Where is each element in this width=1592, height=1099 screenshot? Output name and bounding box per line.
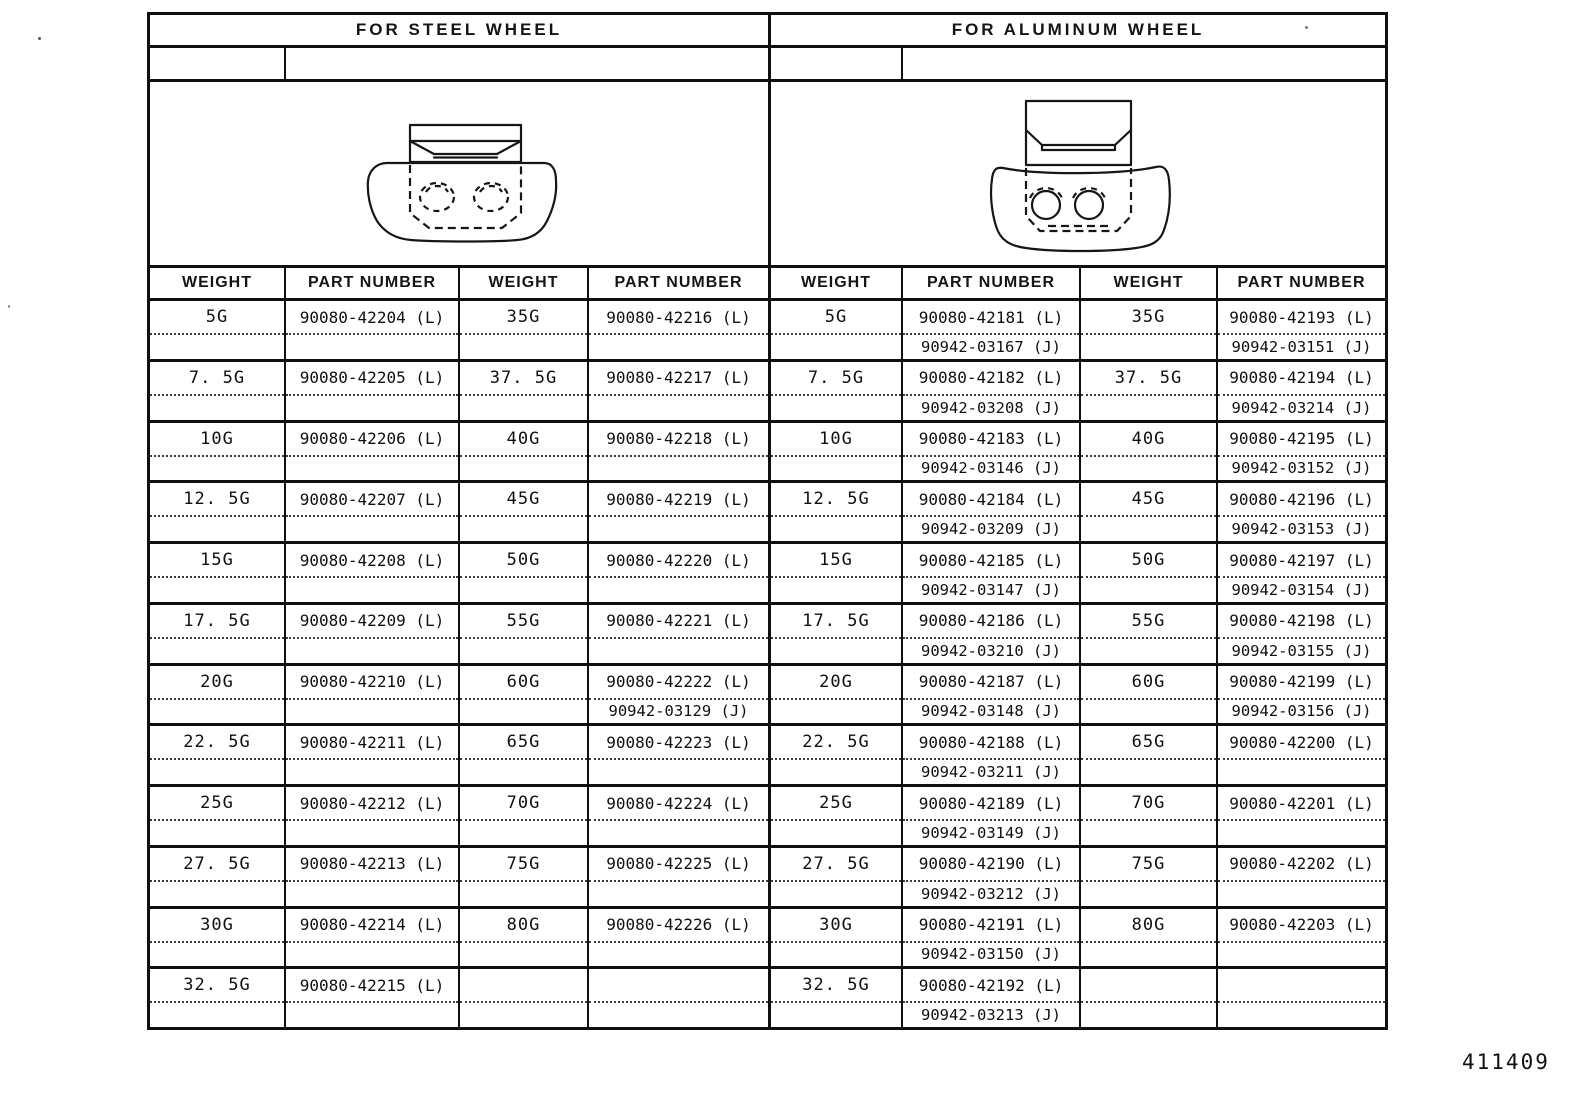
part-number-cell (903, 423, 1081, 481)
part-number-j (589, 760, 768, 784)
weight-value: 30G (150, 909, 284, 943)
weight-cell (460, 909, 589, 967)
steel-weight-diagram-icon (339, 93, 579, 255)
part-number-l: 90080-42185 (L) (903, 544, 1079, 578)
weight-value: 70G (460, 787, 587, 821)
part-number-cell (286, 969, 460, 1027)
part-number-cell (286, 909, 460, 967)
part-number-j: 90942-03129 (J) (608, 702, 749, 721)
weight-cell (771, 483, 903, 541)
parts-table (147, 12, 1388, 1030)
table-row (150, 362, 1385, 423)
part-number-j (589, 1003, 768, 1027)
part-number-l: 90080-42196 (L) (1218, 483, 1385, 517)
weight-value: 5G (771, 301, 901, 335)
part-number-header: PART NUMBER (286, 268, 460, 298)
weight-cell (150, 605, 286, 663)
part-number-cell (1218, 544, 1385, 602)
part-number-j: 90942-03208 (J) (921, 398, 1061, 417)
part-number-l: 90080-42188 (L) (903, 726, 1079, 760)
weight-value (460, 969, 587, 1003)
part-number-l: 90080-42197 (L) (1218, 544, 1385, 578)
weight-cell (460, 666, 589, 724)
part-number-cell (286, 423, 460, 481)
table-row (150, 969, 1385, 1027)
weight-cell (460, 605, 589, 663)
table-row (150, 848, 1385, 909)
weight-cell (1081, 423, 1218, 481)
table-row (150, 483, 1385, 544)
part-number-l: 90080-42223 (L) (589, 726, 768, 760)
part-number-j (286, 700, 458, 724)
part-number-cell (589, 726, 768, 784)
part-number-l: 90080-42222 (L) (589, 666, 768, 700)
part-number-cell (589, 544, 768, 602)
weight-cell (150, 787, 286, 845)
part-number-header: PART NUMBER (614, 274, 743, 291)
part-number-l: 90080-42183 (L) (903, 423, 1079, 457)
part-number-l: 90080-42189 (L) (903, 787, 1079, 821)
part-number-l (589, 969, 768, 1003)
part-number-cell (286, 544, 460, 602)
part-number-l: 90080-42195 (L) (1218, 423, 1385, 457)
weight-value: 80G (460, 909, 587, 943)
weight-cell (1081, 848, 1218, 906)
weight-cell (150, 483, 286, 541)
aluminum-weight-diagram-icon (958, 88, 1198, 260)
part-number-l: 90080-42190 (L) (903, 848, 1079, 882)
table-body (150, 301, 1385, 1027)
weight-value: 40G (460, 423, 587, 457)
weight-cell (460, 362, 589, 420)
weight-value: 80G (1081, 909, 1216, 943)
part-number-j: 90942-03149 (J) (921, 823, 1061, 842)
weight-cell (771, 666, 903, 724)
weight-value: 65G (1081, 726, 1216, 760)
part-number-j (286, 457, 458, 481)
part-number-cell (1218, 726, 1385, 784)
weight-cell (460, 301, 589, 359)
weight-cell (1081, 666, 1218, 724)
weight-cell (150, 969, 286, 1027)
part-number-j (589, 578, 768, 602)
weight-value: 40G (1081, 423, 1216, 457)
steel-title-cell (150, 15, 768, 45)
part-number-cell (589, 605, 768, 663)
part-number-l: 90080-42220 (L) (589, 544, 768, 578)
section-title-row (150, 15, 1385, 48)
weight-cell (150, 362, 286, 420)
part-number-l: 90080-42213 (L) (286, 848, 458, 882)
weight-cell (1081, 544, 1218, 602)
table-row (150, 423, 1385, 484)
empty-sub-row (150, 48, 1385, 82)
part-number-l: 90080-42214 (L) (286, 909, 458, 943)
weight-value: 22. 5G (150, 726, 284, 760)
part-number-cell (589, 301, 768, 359)
weight-cell (771, 301, 903, 359)
weight-cell (771, 605, 903, 663)
weight-value: 35G (460, 301, 587, 335)
part-number-j: 90942-03150 (J) (921, 945, 1061, 964)
part-number-cell (1218, 483, 1385, 541)
weight-cell (771, 909, 903, 967)
part-number-cell (589, 909, 768, 967)
part-number-j (1218, 943, 1385, 967)
part-number-j (1218, 760, 1385, 784)
weight-cell (460, 969, 589, 1027)
part-number-j: 90942-03155 (J) (1231, 641, 1372, 660)
weight-value: 50G (1081, 544, 1216, 578)
part-number-j (589, 943, 768, 967)
part-number-l: 90080-42212 (L) (286, 787, 458, 821)
weight-cell (1081, 483, 1218, 541)
weight-value (1081, 969, 1216, 1003)
weight-cell (460, 483, 589, 541)
part-number-j: 90942-03212 (J) (921, 884, 1061, 903)
weight-value: 60G (460, 666, 587, 700)
part-number-l: 90080-42202 (L) (1218, 848, 1385, 882)
part-number-l: 90080-42200 (L) (1218, 726, 1385, 760)
part-number-cell (286, 301, 460, 359)
scan-speck (8, 305, 10, 308)
weight-value: 17. 5G (150, 605, 284, 639)
part-number-cell (286, 483, 460, 541)
part-number-l: 90080-42182 (L) (903, 362, 1079, 396)
part-number-cell (589, 423, 768, 481)
part-number-cell (286, 666, 460, 724)
part-number-j (286, 943, 458, 967)
weight-cell (150, 848, 286, 906)
part-number-cell (589, 666, 768, 724)
table-row (150, 726, 1385, 787)
part-number-header: PART NUMBER (903, 268, 1081, 298)
part-number-cell (1218, 362, 1385, 420)
part-number-l: 90080-42186 (L) (903, 605, 1079, 639)
part-number-j: 90942-03146 (J) (921, 459, 1061, 478)
empty-cell (150, 48, 286, 79)
part-number-j: 90942-03153 (J) (1231, 520, 1372, 539)
part-number-j: 90942-03209 (J) (921, 520, 1061, 539)
weight-value: 7. 5G (150, 362, 284, 396)
weight-value: 10G (150, 423, 284, 457)
part-number-cell (903, 726, 1081, 784)
aluminum-title-cell (768, 15, 1385, 45)
part-number-l: 90080-42192 (L) (903, 969, 1079, 1003)
weight-cell (150, 666, 286, 724)
weight-value: 70G (1081, 787, 1216, 821)
weight-value: 25G (771, 787, 901, 821)
weight-value: 22. 5G (771, 726, 901, 760)
table-row (150, 787, 1385, 848)
part-number-j: 90942-03167 (J) (921, 337, 1061, 356)
weight-cell (1081, 726, 1218, 784)
part-number-j (589, 396, 768, 420)
weight-cell (1081, 605, 1218, 663)
part-number-l: 90080-42219 (L) (589, 483, 768, 517)
weight-cell (150, 301, 286, 359)
page-number: 411409 (1462, 1050, 1550, 1074)
weight-value: 60G (1081, 666, 1216, 700)
weight-value: 55G (460, 605, 587, 639)
weight-cell (460, 848, 589, 906)
part-number-j (1218, 1003, 1385, 1027)
part-number-j (589, 821, 768, 845)
part-number-j: 90942-03211 (J) (921, 763, 1061, 782)
weight-cell (771, 969, 903, 1027)
part-number-l: 90080-42187 (L) (903, 666, 1079, 700)
part-number-cell (286, 605, 460, 663)
part-number-j (286, 517, 458, 541)
weight-value: 45G (460, 483, 587, 517)
column-header-row (150, 268, 1385, 301)
part-number-l: 90080-42210 (L) (286, 666, 458, 700)
scan-speck (1305, 26, 1308, 29)
part-number-l: 90080-42224 (L) (589, 787, 768, 821)
part-number-l: 90080-42208 (L) (286, 544, 458, 578)
weight-cell (150, 544, 286, 602)
part-number-j (286, 639, 458, 663)
part-number-l: 90080-42205 (L) (286, 362, 458, 396)
weight-value: 75G (460, 848, 587, 882)
weight-cell (460, 423, 589, 481)
weight-value: 32. 5G (150, 969, 284, 1003)
part-number-l: 90080-42193 (L) (1218, 301, 1385, 335)
part-number-cell (903, 301, 1081, 359)
weight-value: 27. 5G (771, 848, 901, 882)
weight-value: 65G (460, 726, 587, 760)
part-number-cell (589, 787, 768, 845)
weight-value: 37. 5G (1081, 362, 1216, 396)
part-number-l (1218, 969, 1385, 1003)
weight-value: 30G (771, 909, 901, 943)
empty-cell (771, 48, 903, 79)
weight-header: WEIGHT (150, 268, 286, 298)
weight-cell (1081, 909, 1218, 967)
weight-cell (1081, 969, 1218, 1027)
weight-cell (1081, 301, 1218, 359)
part-number-l: 90080-42226 (L) (589, 909, 768, 943)
weight-cell (771, 362, 903, 420)
part-number-l: 90080-42199 (L) (1218, 666, 1385, 700)
part-number-cell (1218, 301, 1385, 359)
part-number-cell (1218, 423, 1385, 481)
weight-cell (1081, 362, 1218, 420)
part-number-j (286, 1003, 458, 1027)
aluminum-section-title: FOR ALUMINUM WHEEL (951, 20, 1205, 39)
weight-cell (771, 423, 903, 481)
part-number-cell (589, 483, 768, 541)
scan-speck (38, 37, 41, 40)
weight-cell (460, 544, 589, 602)
part-number-cell (589, 362, 768, 420)
weight-cell (150, 726, 286, 784)
part-number-j (286, 396, 458, 420)
weight-value: 15G (150, 544, 284, 578)
weight-value: 20G (150, 666, 284, 700)
weight-value: 15G (771, 544, 901, 578)
part-number-l: 90080-42215 (L) (286, 969, 458, 1003)
part-number-cell (589, 969, 768, 1027)
part-number-j (589, 639, 768, 663)
weight-cell (771, 787, 903, 845)
part-number-l: 90080-42209 (L) (286, 605, 458, 639)
weight-cell (771, 726, 903, 784)
part-number-j (286, 335, 458, 359)
weight-value: 55G (1081, 605, 1216, 639)
weight-cell (150, 909, 286, 967)
part-number-cell (589, 848, 768, 906)
part-number-j: 90942-03147 (J) (921, 580, 1061, 599)
part-number-j: 90942-03151 (J) (1231, 337, 1372, 356)
part-number-cell (286, 726, 460, 784)
part-number-l: 90080-42218 (L) (589, 423, 768, 457)
part-number-j: 90942-03210 (J) (921, 641, 1061, 660)
empty-cell (286, 48, 768, 79)
weight-cell (771, 848, 903, 906)
part-number-l: 90080-42217 (L) (589, 362, 768, 396)
part-number-l: 90080-42198 (L) (1218, 605, 1385, 639)
part-number-cell (903, 666, 1081, 724)
weight-value: 20G (771, 666, 901, 700)
part-number-j (589, 457, 768, 481)
part-number-cell (1218, 848, 1385, 906)
weight-value: 17. 5G (771, 605, 901, 639)
part-number-l: 90080-42203 (L) (1218, 909, 1385, 943)
part-number-l: 90080-42201 (L) (1218, 787, 1385, 821)
weight-value: 7. 5G (771, 362, 901, 396)
part-number-cell (1218, 666, 1385, 724)
weight-value: 12. 5G (771, 483, 901, 517)
diagram-row (150, 82, 1385, 268)
part-number-l: 90080-42181 (L) (903, 301, 1079, 335)
part-number-l: 90080-42225 (L) (589, 848, 768, 882)
part-number-j: 90942-03148 (J) (921, 702, 1061, 721)
part-number-l: 90080-42211 (L) (286, 726, 458, 760)
part-number-cell (286, 362, 460, 420)
part-number-cell (903, 969, 1081, 1027)
weight-value: 27. 5G (150, 848, 284, 882)
part-number-cell (903, 848, 1081, 906)
weight-header: WEIGHT (460, 268, 589, 298)
steel-section-title: FOR STEEL WHEEL (355, 20, 563, 39)
weight-value: 75G (1081, 848, 1216, 882)
part-number-j (589, 335, 768, 359)
part-number-j: 90942-03156 (J) (1231, 702, 1372, 721)
part-number-l: 90080-42194 (L) (1218, 362, 1385, 396)
weight-cell (1081, 787, 1218, 845)
table-row (150, 909, 1385, 970)
weight-value: 45G (1081, 483, 1216, 517)
weight-value: 37. 5G (460, 362, 587, 396)
part-number-header: PART NUMBER (1237, 274, 1366, 291)
part-number-cell (1218, 787, 1385, 845)
part-number-cell (1218, 909, 1385, 967)
weight-value: 25G (150, 787, 284, 821)
weight-cell (460, 726, 589, 784)
weight-value: 50G (460, 544, 587, 578)
part-number-j: 90942-03152 (J) (1231, 459, 1372, 478)
table-row (150, 605, 1385, 666)
weight-cell (771, 544, 903, 602)
part-number-cell (1218, 969, 1385, 1027)
weight-value: 32. 5G (771, 969, 901, 1003)
part-number-j (286, 882, 458, 906)
part-number-cell (903, 909, 1081, 967)
weight-value: 35G (1081, 301, 1216, 335)
weight-cell (460, 787, 589, 845)
part-number-cell (903, 362, 1081, 420)
part-number-l: 90080-42204 (L) (286, 301, 458, 335)
part-number-j: 90942-03213 (J) (921, 1006, 1061, 1025)
part-number-j (1218, 821, 1385, 845)
part-number-cell (903, 787, 1081, 845)
part-number-cell (1218, 605, 1385, 663)
part-number-j (286, 760, 458, 784)
table-row (150, 544, 1385, 605)
weight-value: 12. 5G (150, 483, 284, 517)
part-number-cell (903, 605, 1081, 663)
part-number-cell (903, 483, 1081, 541)
part-number-l: 90080-42207 (L) (286, 483, 458, 517)
empty-cell (903, 48, 1385, 79)
part-number-j (1218, 882, 1385, 906)
part-number-l: 90080-42216 (L) (589, 301, 768, 335)
table-row (150, 301, 1385, 362)
part-number-j (286, 578, 458, 602)
part-number-l: 90080-42206 (L) (286, 423, 458, 457)
weight-value: 10G (771, 423, 901, 457)
weight-header: WEIGHT (771, 268, 903, 298)
part-number-cell (286, 848, 460, 906)
part-number-j (286, 821, 458, 845)
part-number-l: 90080-42184 (L) (903, 483, 1079, 517)
part-number-j (589, 517, 768, 541)
part-number-j: 90942-03154 (J) (1231, 580, 1372, 599)
weight-cell (150, 423, 286, 481)
weight-value: 5G (150, 301, 284, 335)
part-number-cell (903, 544, 1081, 602)
part-number-j: 90942-03214 (J) (1231, 398, 1372, 417)
part-number-j (589, 882, 768, 906)
weight-header: WEIGHT (1081, 268, 1218, 298)
part-number-cell (286, 787, 460, 845)
part-number-l: 90080-42221 (L) (589, 605, 768, 639)
table-row (150, 666, 1385, 727)
part-number-l: 90080-42191 (L) (903, 909, 1079, 943)
